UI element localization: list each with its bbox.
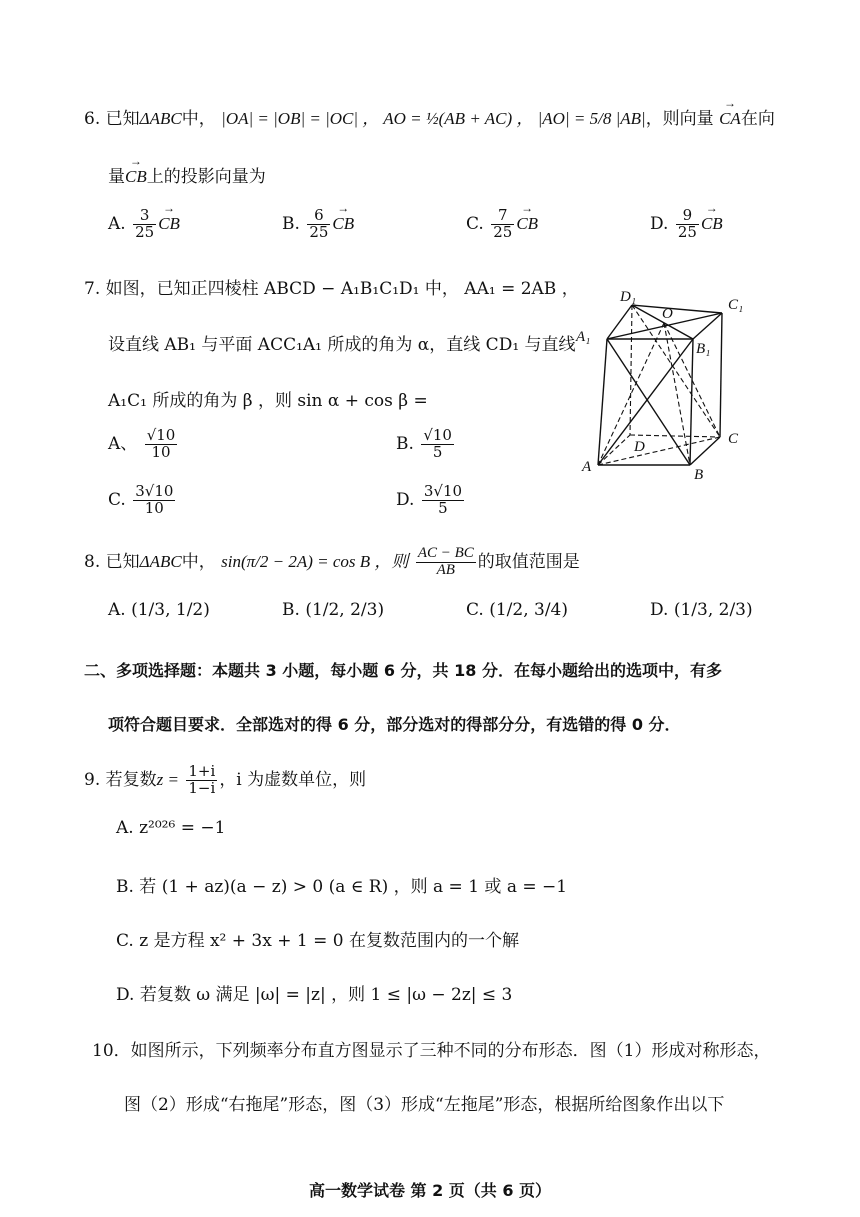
q9-option-c: C. z 是方程 x² + 3x + 1 = 0 在复数范围内的一个解: [116, 931, 519, 951]
q7-option-a: A、 $\frac{√10}{10}$: [108, 426, 176, 461]
label-a1: A₁: [576, 329, 591, 345]
q7-line2: 设直线 AB₁ 与平面 ACC₁A₁ 所成的角为 α，直线 CD₁ 与直线: [108, 335, 576, 355]
label-d1: D₁: [620, 289, 637, 305]
label-a: A: [582, 459, 592, 475]
q6-option-d: D. $\frac{9}{25}$ → CB: [650, 208, 723, 241]
q7-line1: 7. 如图，已知正四棱柱 ABCD − A₁B₁C₁D₁ 中， AA₁ = 2AB ，: [84, 279, 579, 299]
q9-option-a: A. z²⁰²⁶ = −1: [116, 818, 226, 838]
label-c1: C₁: [728, 297, 744, 313]
q7-line3: A₁C₁ 所成的角为 β ，则 sin α + cos β =: [108, 391, 428, 411]
q6-option-a: A. $\frac{3}{25}$ → CB: [108, 208, 180, 241]
q8-option-b: B. (1/2, 2/3): [282, 600, 385, 620]
page-footer: 高一数学试卷 第 2 页（共 6 页）: [308, 1181, 552, 1200]
q6-line2: 量→ CB上的投影向量为: [108, 162, 266, 187]
q6-option-b: B. $\frac{6}{25}$ → CB: [282, 208, 354, 241]
q7-option-d: D. $\frac{3√10}{5}$: [396, 482, 463, 517]
q6-option-c: C. $\frac{7}{25}$ → CB: [466, 208, 538, 241]
q7-option-b: B. $\frac{√10}{5}$: [396, 426, 452, 461]
q10-line1: 10．如图所示，下列频率分布直方图显示了三种不同的分布形态．图（1）形成对称形态，: [92, 1041, 771, 1061]
section2-line2: 项符合题目要求．全部选对的得 6 分，部分选对的得部分分，有选错的得 0 分．: [108, 715, 681, 734]
label-c: C: [728, 431, 739, 447]
q7-option-c: C. $\frac{3√10}{10}$: [108, 482, 174, 517]
q8-option-d: D. (1/3, 2/3): [650, 600, 753, 620]
q9-option-b: B. 若 (1 + az)(a − z) > 0 (a ∈ R) ，则 a = 1 或 a = −1: [116, 877, 568, 897]
section2-line1: 二、多项选择题：本题共 3 小题，每小题 6 分，共 18 分．在每小题给出的选项中，有多: [84, 661, 722, 680]
label-o: O: [662, 306, 673, 322]
q8-option-c: C. (1/2, 3/4): [466, 600, 569, 620]
q9-stem: 9. 若复数z = $\frac{1+i}{1-i}$ ，i 为虚数单位，则: [84, 762, 367, 797]
q9-option-d: D. 若复数 ω 满足 |ω| = |z| ，则 1 ≤ |ω − 2z| ≤ 3: [116, 985, 513, 1005]
label-b: B: [694, 467, 704, 483]
q10-line2: 图（2）形成“右拖尾”形态，图（3）形成“左拖尾”形态，根据所给图象作出以下: [124, 1095, 725, 1115]
prism-figure: [570, 285, 760, 485]
q8-line1: 8. 已知ΔABC中， sin(π/2 − 2A) = cos B ，则 $\frac{AC - BC}{AB}$ 的取值范围是: [84, 545, 580, 578]
label-d: D: [634, 439, 645, 455]
q6-condition: |OA| = |OB| = |OC| ， AO = ½(AB + AC) ， |AO| = 5/8 |AB|: [221, 109, 646, 128]
q8-option-a: A. (1/3, 1/2): [108, 600, 210, 620]
q6-line1: 6. 已知ΔABC中， |OA| = |OB| = |OC| ， AO = ½(AB + AC) ， |AO| = 5/8 |AB|，则向量 → CA在向: [84, 104, 775, 129]
label-b1: B₁: [696, 341, 711, 357]
